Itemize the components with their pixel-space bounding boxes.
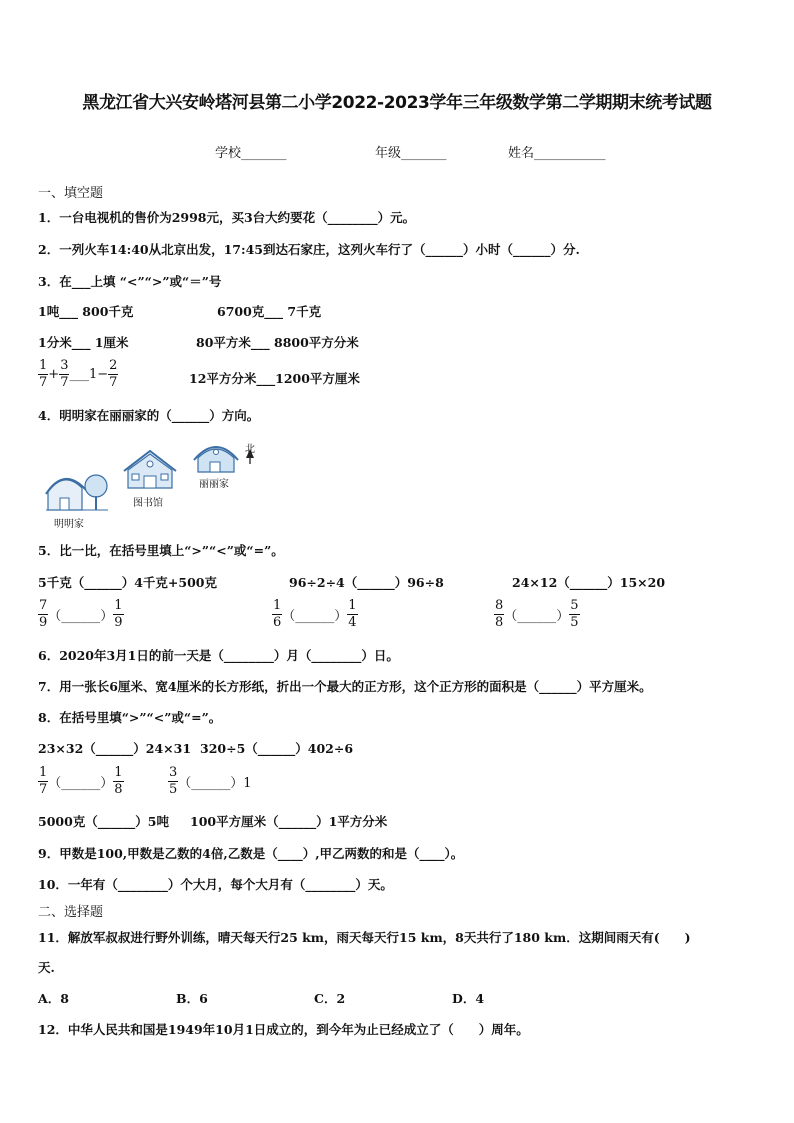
question-5-b: 96÷2÷4（______）96÷8: [289, 575, 444, 590]
plus-sign: +: [48, 367, 60, 382]
mingming-house-icon: [46, 475, 108, 510]
library-icon: [124, 451, 176, 488]
option-c: C．2: [314, 991, 346, 1006]
fraction: $\frac{1}{7}$: [39, 765, 48, 797]
option-a: A．8: [38, 991, 69, 1006]
north-label: 北: [245, 444, 255, 455]
question-12: 12．中华人民共和国是1949年10月1日成立的，到今年为止已经成立了（ ）周年。: [38, 1022, 529, 1037]
question-11-line1: 11．解放军叔叔进行野外训练，晴天每天行25 km，雨天每天行15 km，8天共行了180 km．这期间雨天有( ): [38, 930, 691, 945]
question-8-f: 100平方厘米（______）1平方分米: [190, 814, 388, 829]
question-10: 10．一年有（________）个大月，每个大月有（________）天。: [38, 877, 393, 892]
fraction: $\frac{1}{7}$: [39, 358, 48, 390]
question-3-stem: 3．在___上填 “<”“>”或“＝”号: [38, 274, 222, 289]
section-choice-heading: 二、选择题: [38, 905, 104, 920]
fraction: $\frac{3}{7}$: [60, 358, 69, 390]
answer-blank: （______）: [504, 609, 570, 624]
lili-house-label: 丽丽家: [199, 479, 229, 490]
fraction: $\frac{2}{7}$: [109, 358, 118, 390]
question-2: 2．一列火车14:40从北京出发，17:45到达石家庄，这列火车行了（______）小时（______）分.: [38, 242, 580, 257]
question-1: 1．一台电视机的售价为2998元，买3台大约要花（________）元。: [38, 210, 416, 225]
question-6: 6．2020年3月1日的前一天是（________）月（________）日。: [38, 648, 399, 663]
fraction: $\frac{8}{8}$: [495, 598, 504, 630]
question-4: 4．明明家在丽丽家的（______）方向。: [38, 408, 260, 423]
page-title: 黑龙江省大兴安岭塔河县第二小学2022-2023学年三年级数学第二学期期末统考试题: [82, 93, 712, 113]
fraction: $\frac{5}{5}$: [570, 598, 579, 630]
question-8-e: 5000克（______）5吨: [38, 814, 169, 829]
lili-house-icon: [194, 447, 238, 472]
question-5-e: [272, 598, 358, 631]
fraction: $\frac{3}{5}$: [169, 765, 178, 797]
question-3-f: 12平方分米___1200平方厘米: [189, 371, 360, 386]
question-8-b: 320÷5（______）402÷6: [200, 741, 354, 756]
question-8-a: 23×32（______）24×31: [38, 741, 192, 756]
question-8-d: [168, 765, 252, 798]
question-3-e: [38, 358, 118, 391]
question-5-c: 24×12（______）15×20: [512, 575, 666, 590]
answer-blank: （______）: [282, 609, 348, 624]
answer-blank: （______）: [48, 609, 114, 624]
fraction: $\frac{7}{9}$: [39, 598, 48, 630]
mingming-house-label: 明明家: [54, 519, 84, 530]
question-9: 9．甲数是100,甲数是乙数的4倍,乙数是（____）,甲乙两数的和是（____）。: [38, 846, 464, 861]
section-fill-blank-heading: 一、填空题: [38, 186, 104, 201]
answer-blank: （______）: [48, 776, 114, 791]
question-8-c: [38, 765, 124, 798]
question-7: 7．用一张长6厘米、宽4厘米的长方形纸，折出一个最大的正方形，这个正方形的面积是（______）平方厘米。: [38, 679, 652, 694]
question-8-stem: 8．在括号里填“>”“<”或“=”。: [38, 710, 222, 725]
fraction: $\frac{1}{6}$: [273, 598, 282, 630]
question-5-f: [494, 598, 580, 631]
question-3-b: 6700克___ 7千克: [217, 304, 322, 319]
question-5-stem: 5．比一比，在括号里填上“>”“<”或“=”。: [38, 543, 284, 558]
fraction: $\frac{1}{9}$: [114, 598, 123, 630]
name-field: 姓名___________: [508, 146, 606, 161]
fraction: $\frac{1}{4}$: [348, 598, 357, 630]
answer-blank: ___1−: [69, 367, 109, 382]
question-5-a: 5千克（______）4千克+500克: [38, 575, 217, 590]
question-3-c: 1分米___ 1厘米: [38, 335, 129, 350]
option-d: D．4: [452, 991, 485, 1006]
answer-blank: （______）1: [178, 776, 252, 791]
question-11-line2: 天.: [38, 960, 55, 975]
question-3-a: 1吨___ 800千克: [38, 304, 134, 319]
school-field: 学校_______: [215, 146, 287, 161]
library-label: 图书馆: [133, 498, 163, 509]
fraction: $\frac{1}{8}$: [114, 765, 123, 797]
question-3-d: 80平方米___ 8800平方分米: [196, 335, 359, 350]
grade-field: 年级_______: [375, 146, 447, 161]
question-5-d: [38, 598, 124, 631]
option-b: B．6: [176, 991, 208, 1006]
